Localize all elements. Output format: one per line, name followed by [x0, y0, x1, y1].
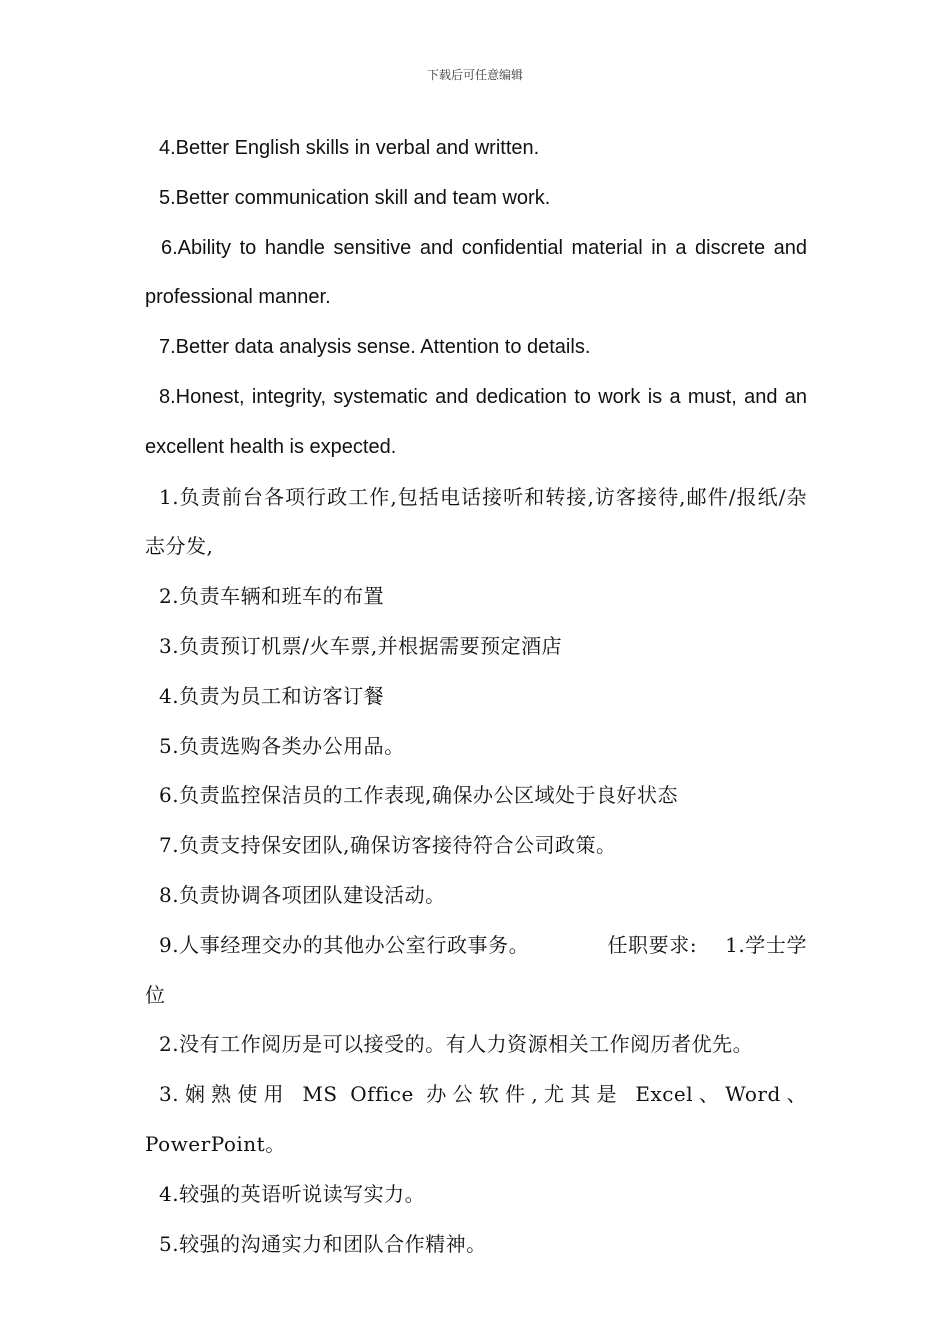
requirement-item-4-en: 4.Better English skills in verbal and written.: [159, 137, 540, 159]
duty-item-7: 7.负责支持保安团队,确保访客接待符合公司政策。: [159, 833, 617, 858]
requirement-item-3: 3.娴熟使用 MS Office 办公软件,尤其是 Excel、Word、PowerPoint。: [145, 1082, 807, 1156]
requirement-item-5: 5.较强的沟通实力和团队合作精神。: [159, 1231, 487, 1256]
duty-item-5: 5.负责选购各类办公用品。: [159, 733, 405, 758]
requirement-item-8-en: 8.Honest, integrity, systematic and dedication to work is a must, and an excellent health is expected.: [145, 385, 807, 458]
duty-item-8: 8.负责协调各项团队建设活动。: [159, 882, 446, 907]
requirements-heading: 任职要求:: [607, 932, 698, 957]
page-header-note: 下载后可任意编辑: [426, 68, 523, 82]
requirement-item-2: 2.没有工作阅历是可以接受的。有人力资源相关工作阅历者优先。: [159, 1032, 754, 1057]
document-body: [145, 124, 807, 1269]
duty-item-6: 6.负责监控保洁员的工作表现,确保办公区域处于良好状态: [159, 783, 678, 808]
duty-item-4: 4.负责为员工和访客订餐: [159, 683, 385, 708]
duty-item-9-and-requirements-heading: [145, 921, 807, 1021]
requirement-item-1: 1.学士学位: [145, 932, 807, 1007]
requirement-item-7-en: 7.Better data analysis sense. Attention to details.: [159, 336, 591, 359]
duty-item-2: 2.负责车辆和班车的布置: [159, 584, 385, 609]
duty-item-1: 1.负责前台各项行政工作,包括电话接听和转接,访客接待,邮件/报纸/杂志分发,: [145, 484, 807, 559]
requirement-item-6-en: 6.Ability to handle sensitive and confidential material in a discrete and professional manner.: [145, 236, 807, 309]
duty-item-9: 9.人事经理交办的其他办公室行政事务。: [159, 932, 530, 957]
duty-item-3: 3.负责预订机票/火车票,并根据需要预定酒店: [159, 633, 563, 658]
requirement-item-5-en: 5.Better communication skill and team work.: [159, 186, 551, 209]
requirement-item-4: 4.较强的英语听说读写实力。: [159, 1181, 426, 1206]
